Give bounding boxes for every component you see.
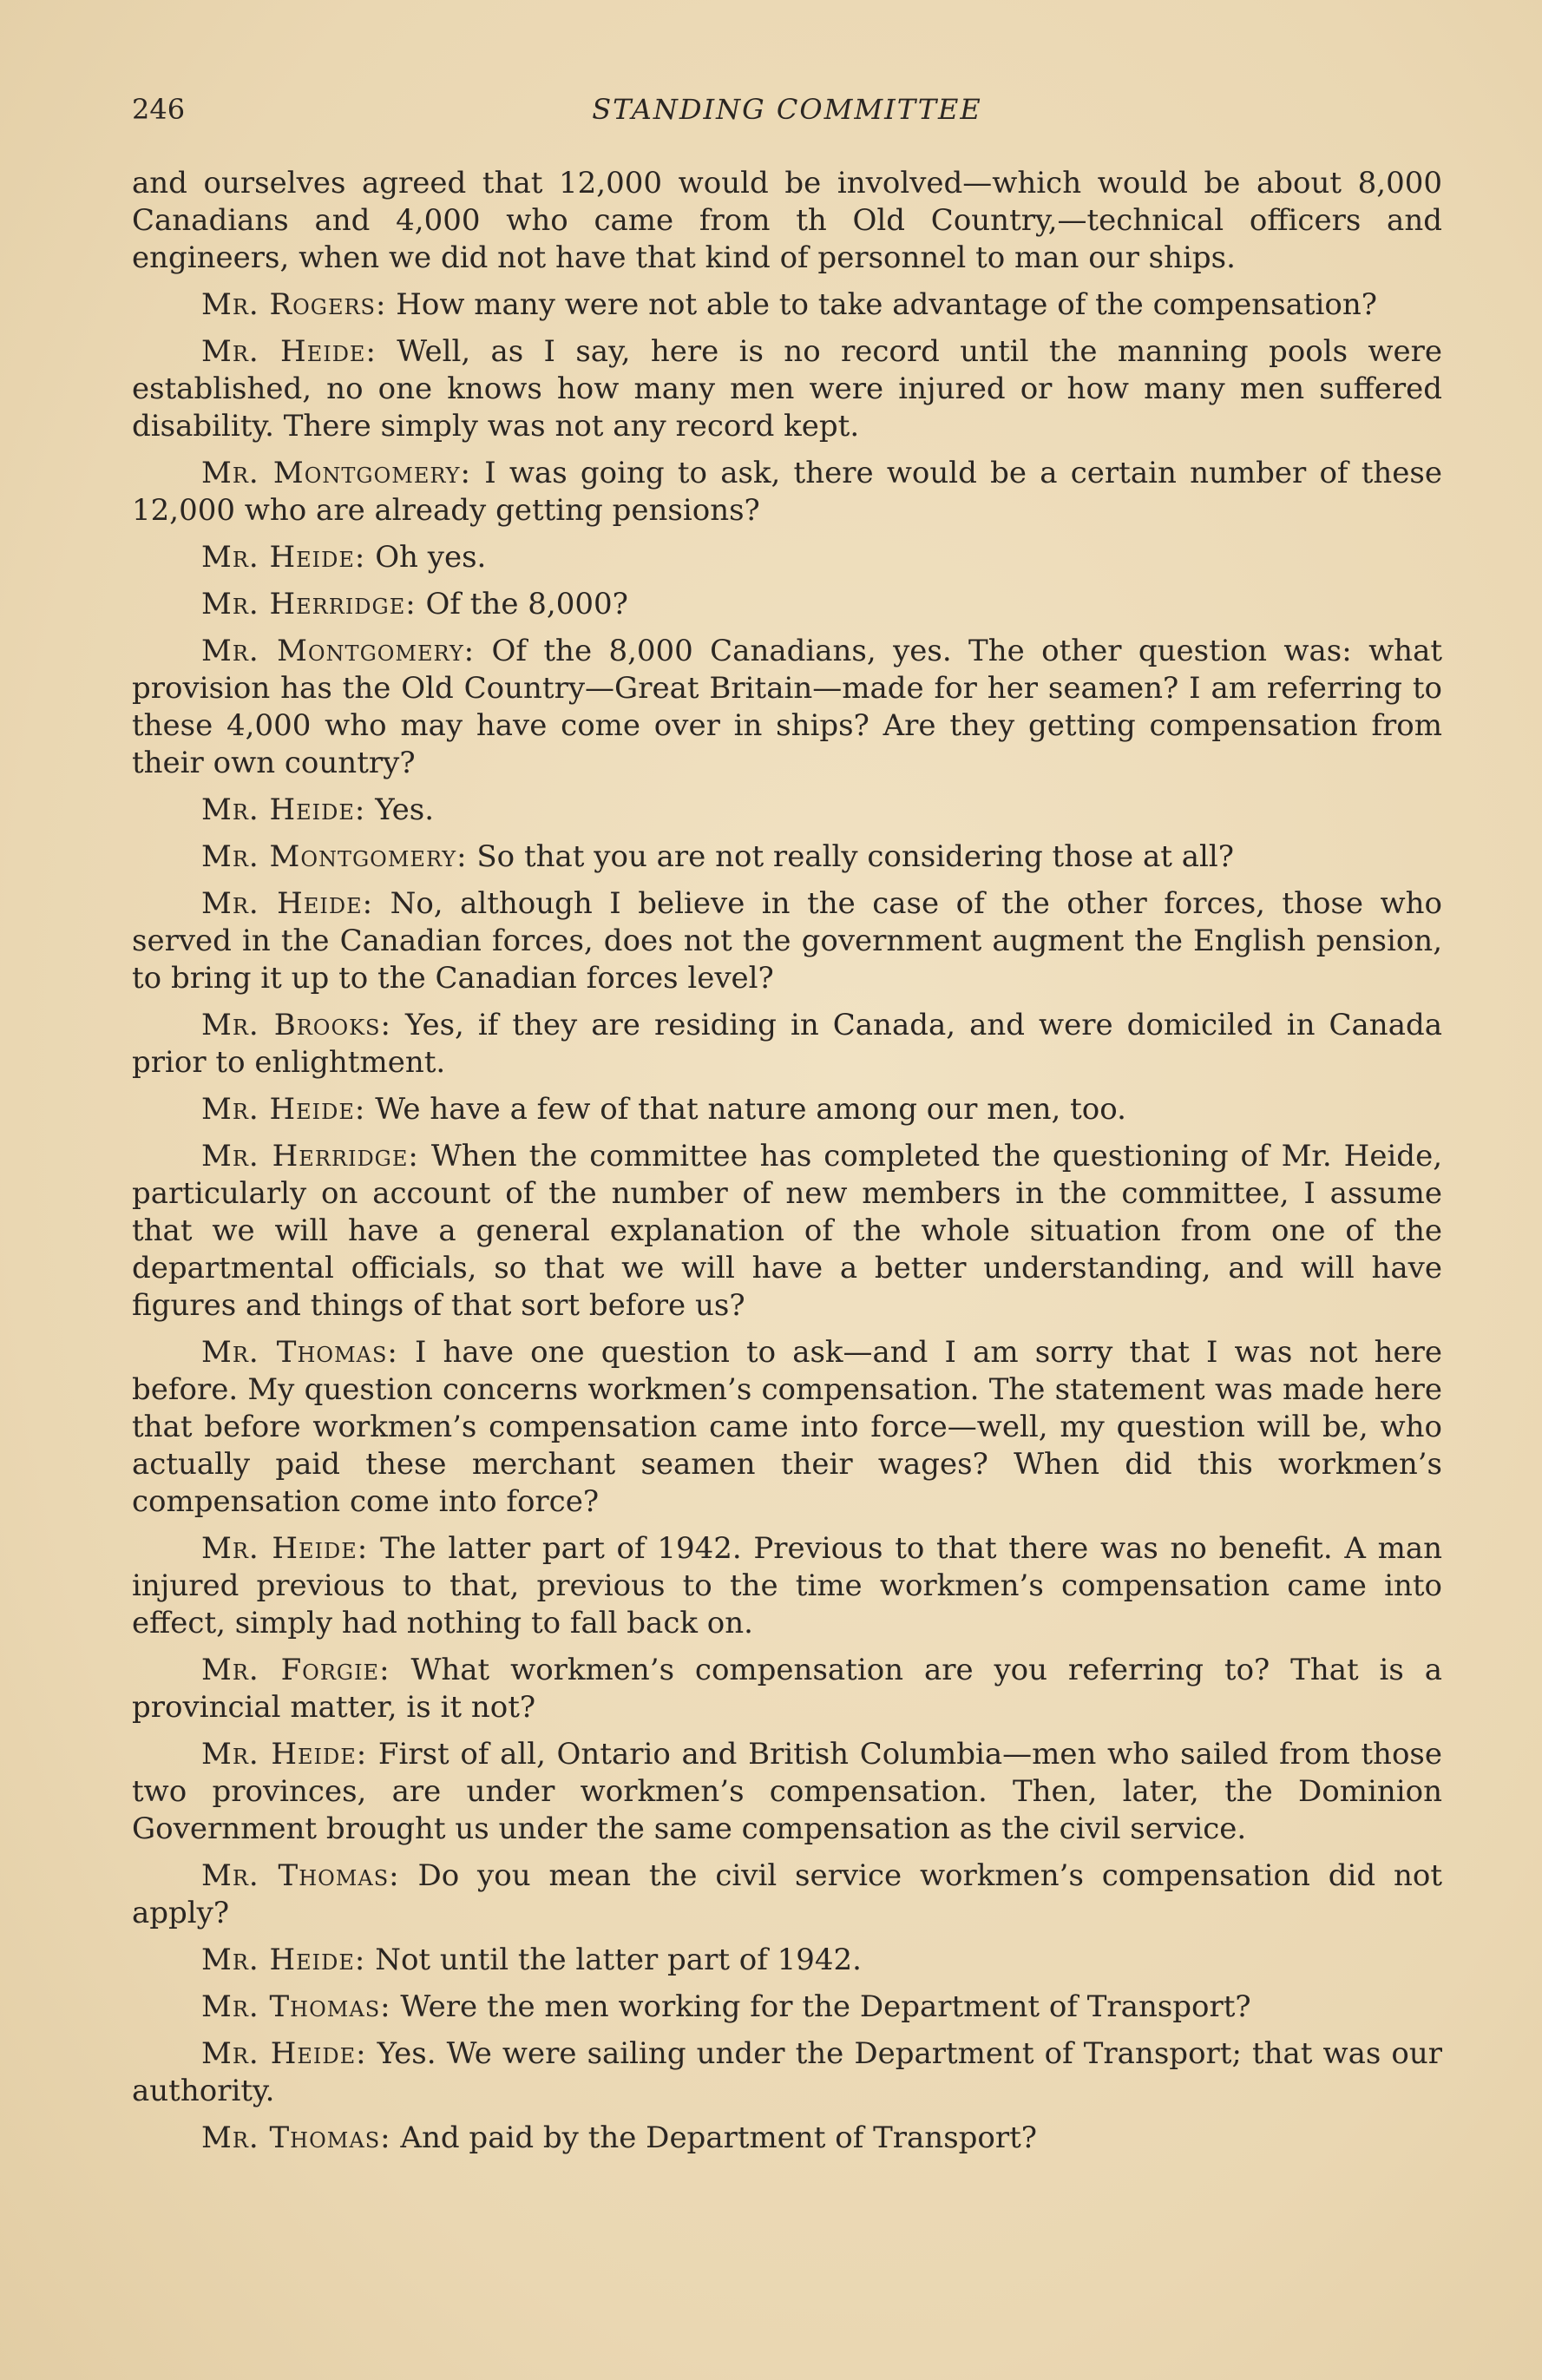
- speaker-name: Mr. Montgomery:: [201, 839, 468, 874]
- speaker-name: Mr. Thomas:: [201, 1989, 391, 2024]
- paragraph: [132, 1007, 1442, 1082]
- paragraph-text: And paid by the Department of Transport?: [400, 2120, 1038, 2155]
- speaker-name: Mr. Heide:: [201, 886, 374, 921]
- paragraph-text: How many were not able to take advantage of the compensation?: [396, 287, 1377, 322]
- paragraph: [132, 1989, 1442, 2026]
- paragraph-text: and ourselves agreed that 12,000 would be involved—which would be about 8,000 Canadians and 4,000 who came from th Old Country,—technical officers and engineers, when we did not have that kind of personnel to man our ships.: [132, 166, 1442, 275]
- paragraph-text: What workmen’s compensation are you referring to? That is a provincial matter, is it not?: [132, 1653, 1443, 1725]
- paragraph: [132, 1138, 1442, 1325]
- paragraph: [132, 838, 1442, 876]
- transcript-body: [132, 165, 1442, 2166]
- speaker-name: Mr. Thomas:: [201, 1335, 398, 1370]
- paragraph-text: Were the men working for the Department of Transport?: [400, 1989, 1251, 2024]
- paragraph-text: The latter part of 1942. Previous to that there was no benefit. A man injured previous to that, previous to the time workmen’s compensation came into effect, simply had nothing to fall back on.: [132, 1531, 1442, 1640]
- paragraph: [132, 885, 1442, 997]
- speaker-name: Mr. Brooks:: [201, 1008, 391, 1042]
- speaker-name: Mr. Heide:: [201, 1531, 369, 1566]
- paragraph: [132, 1942, 1442, 1979]
- paragraph-text: Well, as I say, here is no record until the manning pools were established, no one knows how many men were injured or how many men suffered disability. There simply was not any record kept.: [132, 334, 1443, 444]
- paragraph: [132, 2035, 1442, 2110]
- paragraph: [132, 1530, 1442, 1642]
- speaker-name: Mr. Montgomery:: [201, 634, 476, 668]
- page-header: [132, 85, 1442, 134]
- paragraph-text: Of the 8,000?: [425, 587, 628, 621]
- speaker-name: Mr. Heide:: [201, 2036, 367, 2071]
- speaker-name: Mr. Heide:: [201, 1092, 366, 1127]
- paragraph: [132, 539, 1442, 576]
- paragraph-text: Not until the latter part of 1942.: [375, 1943, 862, 1977]
- paragraph-text: Yes.: [375, 792, 435, 827]
- paragraph-text: When the committee has completed the questioning of Mr. Heide, particularly on account of the number of new members in the committee, I assume that we will have a general explanation of the whole situation from one of the departmental officials, so that we will have a better understanding, and will have figures and things of that sort before us?: [132, 1139, 1443, 1323]
- running-head: STANDING COMMITTEE: [592, 93, 982, 126]
- paragraph-text: Yes. We were sailing under the Department of Transport; that was our authority.: [132, 2036, 1442, 2108]
- paragraph: [132, 586, 1442, 623]
- speaker-name: Mr. Thomas:: [201, 1858, 400, 1893]
- paragraph-text: First of all, Ontario and British Columbia—men who sailed from those two provinces, are under workmen’s compensation. Then, later, the Dominion Government brought us under the same compensation as the civil service.: [132, 1737, 1442, 1846]
- paragraph: [132, 1736, 1442, 1848]
- paragraph-text: Oh yes.: [375, 540, 487, 575]
- paragraph: [132, 633, 1442, 782]
- speaker-name: Mr. Rogers:: [201, 287, 387, 322]
- paragraph: [132, 455, 1442, 529]
- speaker-name: Mr. Heide:: [201, 540, 366, 575]
- paragraph: [132, 2120, 1442, 2157]
- paragraph: [132, 1091, 1442, 1128]
- paragraph: [132, 1857, 1442, 1932]
- speaker-name: Mr. Forgie:: [201, 1653, 390, 1687]
- speaker-name: Mr. Heide:: [201, 792, 366, 827]
- speaker-name: Mr. Heide:: [201, 334, 377, 369]
- paragraph: [132, 165, 1442, 277]
- paragraph-text: No, although I believe in the case of the other forces, those who served in the Canadian forces, does not the government augment the English pension, to bring it up to the Canadian forces level?: [132, 886, 1442, 996]
- paragraph-text: Yes, if they are residing in Canada, and were domiciled in Canada prior to enlightment.: [132, 1008, 1442, 1080]
- paragraph-text: Of the 8,000 Canadians, yes. The other question was: what provision has the Old Country—Great Britain—made for her seamen? I am referring to these 4,000 who may have come over in ships? Are they getting compensation from their own country?: [132, 634, 1443, 780]
- speaker-name: Mr. Herridge:: [201, 587, 417, 621]
- speaker-name: Mr. Herridge:: [201, 1139, 419, 1174]
- speaker-name: Mr. Thomas:: [201, 2120, 391, 2155]
- paragraph: [132, 286, 1442, 324]
- speaker-name: Mr. Montgomery:: [201, 456, 471, 490]
- speaker-name: Mr. Heide:: [201, 1943, 366, 1977]
- paragraph: [132, 333, 1442, 445]
- page-number: 246: [132, 93, 186, 126]
- speaker-name: Mr. Heide:: [201, 1737, 368, 1772]
- paragraph: [132, 1334, 1442, 1521]
- paragraph-text: I was going to ask, there would be a certain number of these 12,000 who are already getting pensions?: [132, 456, 1442, 528]
- paragraph-text: I have one question to ask—and I am sorry that I was not here before. My question concerns workmen’s compensation. The statement was made here that before workmen’s compensation came into force—well, my question will be, who actually paid these merchant seamen their wages? When did this workmen’s compensation come into force?: [132, 1335, 1442, 1519]
- paragraph: [132, 1652, 1442, 1726]
- paragraph-text: We have a few of that nature among our men, too.: [375, 1092, 1126, 1127]
- paragraph-text: So that you are not really considering those at all?: [476, 839, 1234, 874]
- paragraph: [132, 792, 1442, 829]
- paragraph-text: Do you mean the civil service workmen’s compensation did not apply?: [132, 1858, 1442, 1930]
